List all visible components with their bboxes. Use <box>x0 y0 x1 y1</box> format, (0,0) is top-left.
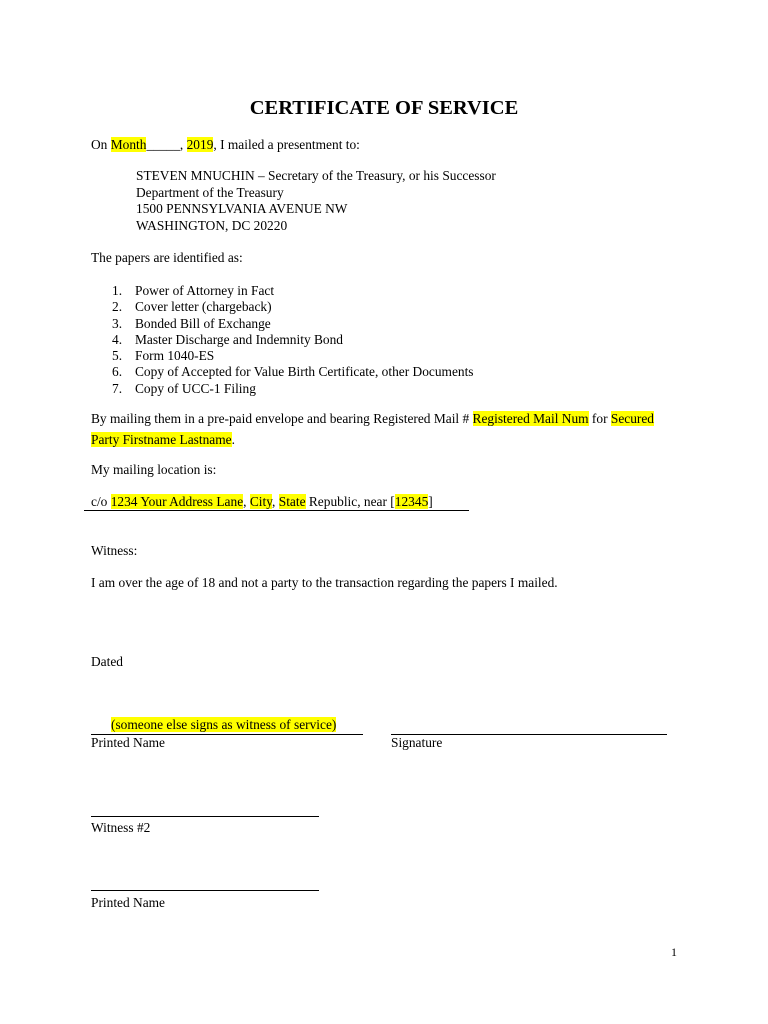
witness-sign-note-text: (someone else signs as witness of service) <box>111 717 337 732</box>
witness-statement: I am over the age of 18 and not a party to the transaction regarding the papers I mailed. <box>91 575 558 590</box>
city-placeholder: City <box>249 494 273 509</box>
address-close: ] <box>428 494 433 509</box>
printed-name-label-2: Printed Name <box>91 895 166 910</box>
mailing-line-1 <box>91 411 654 427</box>
witness-label: Witness: <box>91 543 138 558</box>
list-item <box>112 348 474 364</box>
party-placeholder-part2: Party Firstname Lastname <box>91 432 232 447</box>
intro-suffix: , I mailed a presentment to: <box>213 137 360 152</box>
list-text: Bonded Bill of Exchange <box>135 315 271 331</box>
list-number: 1. <box>112 283 123 298</box>
list-text: Copy of Accepted for Value Birth Certificate, other Documents <box>135 364 474 380</box>
dated-label: Dated <box>91 654 123 669</box>
address-republic: Republic, near [ <box>305 494 395 509</box>
list-number: 5. <box>112 348 123 364</box>
recipient-line-4: WASHINGTON, DC 20220 <box>136 218 288 233</box>
year-placeholder: 2019 <box>186 137 214 152</box>
address-comma-1: , <box>243 494 250 509</box>
address-line <box>91 494 433 510</box>
witness2-label: Witness #2 <box>91 820 151 835</box>
list-item <box>112 316 474 332</box>
state-placeholder: State <box>278 494 306 509</box>
recipient-line-1: STEVEN MNUCHIN – Secretary of the Treasury, or his Successor <box>136 168 496 183</box>
recipient-line-2: Department of the Treasury <box>136 185 284 200</box>
location-label: My mailing location is: <box>91 462 217 477</box>
list-item <box>112 332 474 348</box>
recipient-line-3: 1500 PENNSYLVANIA AVENUE NW <box>136 201 348 216</box>
signature-label: Signature <box>391 735 443 750</box>
intro-blank: _____, <box>146 137 187 152</box>
party-placeholder-part1: Secured <box>610 411 655 426</box>
list-text: Master Discharge and Indemnity Bond <box>135 331 344 347</box>
list-item <box>112 364 474 380</box>
papers-intro: The papers are identified as: <box>91 250 243 265</box>
printed-name-label: Printed Name <box>91 735 166 750</box>
witness-sign-note <box>111 717 336 733</box>
list-text: Form 1040-ES <box>135 348 215 364</box>
mailing-end: . <box>231 432 235 447</box>
address-underline <box>84 510 469 511</box>
list-number: 4. <box>112 331 123 347</box>
mailing-prefix: By mailing them in a pre-paid envelope and bearing Registered Mail # <box>91 411 473 426</box>
list-item <box>112 381 474 397</box>
list-number: 3. <box>112 315 123 331</box>
witness2-line <box>91 816 319 817</box>
papers-list <box>112 283 474 397</box>
mailing-line-2 <box>91 432 235 448</box>
zip-placeholder: 12345 <box>394 494 429 509</box>
street-placeholder: 1234 Your Address Lane <box>110 494 244 509</box>
list-text: Cover letter (chargeback) <box>135 299 272 315</box>
list-text: Copy of UCC-1 Filing <box>135 380 256 396</box>
list-text: Power of Attorney in Fact <box>135 283 275 298</box>
printed-name-line-2 <box>91 890 319 891</box>
mailing-for: for <box>588 411 611 426</box>
list-number: 2. <box>112 299 123 315</box>
list-item <box>112 299 474 315</box>
page-number: 1 <box>671 945 677 959</box>
list-number: 7. <box>112 380 123 396</box>
list-item <box>112 283 474 299</box>
intro-prefix: On <box>91 137 111 152</box>
month-placeholder: Month <box>110 137 147 152</box>
intro-line <box>91 137 360 153</box>
registered-mail-placeholder: Registered Mail Num <box>472 411 589 426</box>
list-number: 6. <box>112 364 123 380</box>
address-co: c/o <box>91 494 111 509</box>
address-comma-2: , <box>272 494 279 509</box>
document-title: CERTIFICATE OF SERVICE <box>249 97 519 119</box>
